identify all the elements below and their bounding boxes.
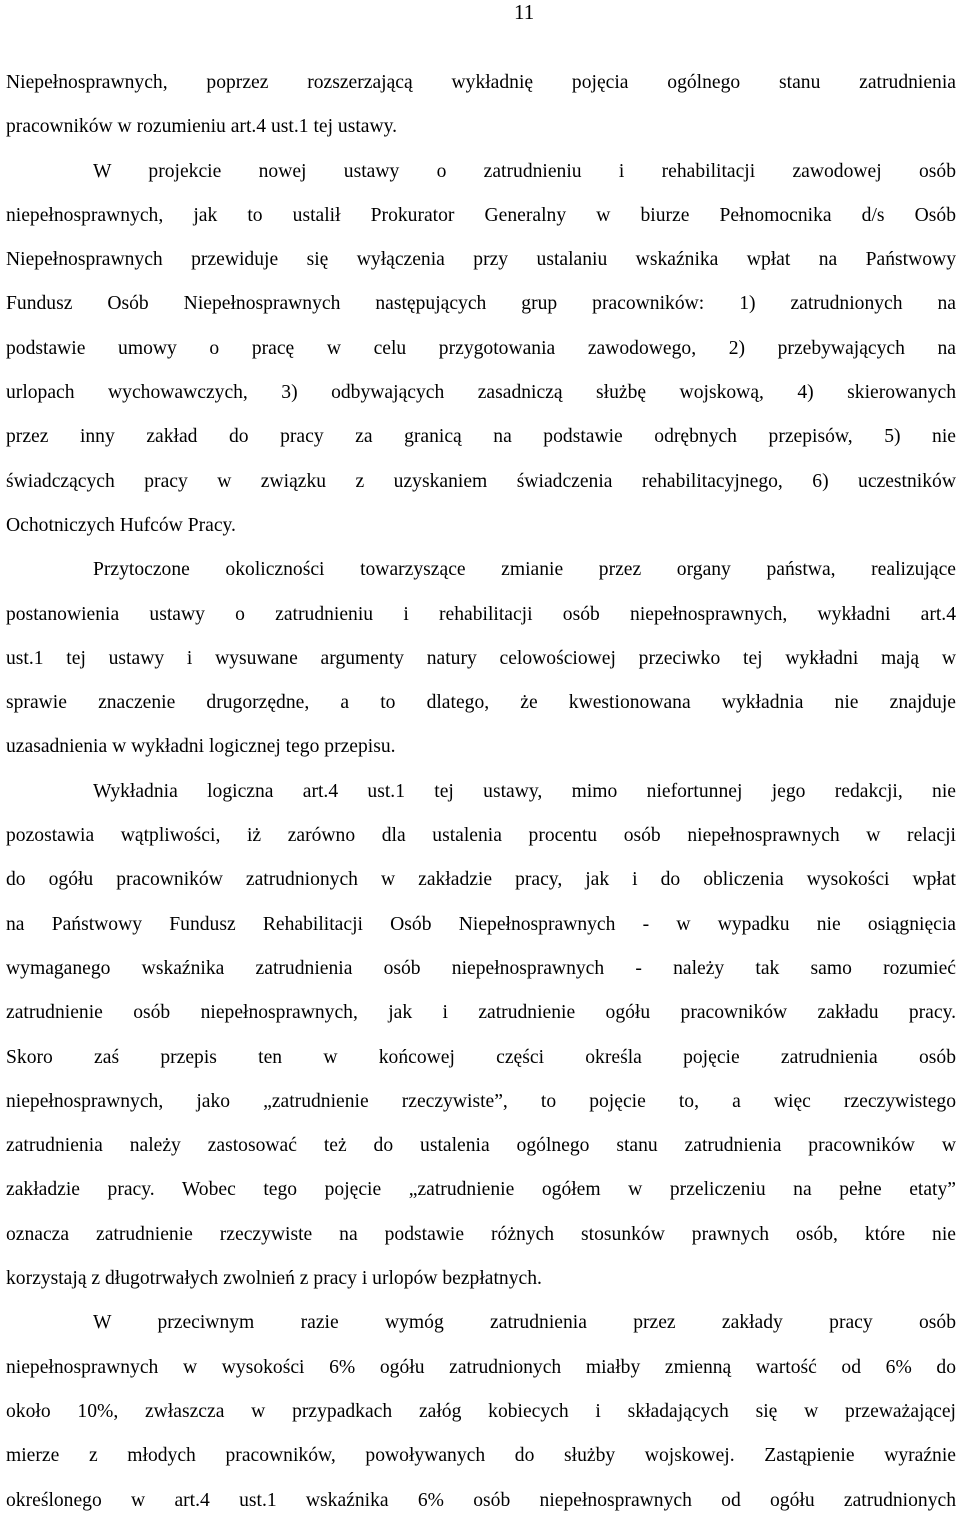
text-line: W projekcie nowej ustawy o zatrudnieniu i rehabilitacji zawodowej osób — [93, 160, 956, 182]
text-line: Niepełnosprawnych przewiduje się wyłączenia przy ustalaniu wskaźnika wpłat na Państwowy — [6, 249, 956, 271]
text-line: Skoro zaś przepis ten w końcowej części określa pojęcie zatrudnienia osób — [6, 1046, 956, 1068]
text-line: zatrudnienia należy zastosować też do ustalenia ogólnego stanu zatrudnienia pracowników w — [6, 1135, 956, 1157]
text-line: niepełnosprawnych w wysokości 6% ogółu zatrudnionych miałby zmienną wartość od 6% do — [6, 1356, 956, 1378]
text-line: korzystają z długotrwałych zwolnień z pracy i urlopów bezpłatnych. — [6, 1268, 542, 1290]
text-line: Przytoczone okoliczności towarzyszące zmianie przez organy państwa, realizujące — [93, 559, 956, 581]
text-line: około 10%, zwłaszcza w przypadkach załóg kobiecych i składających się w przeważającej — [6, 1400, 956, 1422]
text-line: na Państwowy Fundusz Rehabilitacji Osób Niepełnosprawnych - w wypadku nie osiągnięcia — [6, 913, 956, 935]
text-line: wymaganego wskaźnika zatrudnienia osób niepełnosprawnych - należy tak samo rozumieć — [6, 957, 956, 979]
text-line: Wykładnia logiczna art.4 ust.1 tej ustawy, mimo niefortunnej jego redakcji, nie — [93, 780, 956, 802]
text-line: pracowników w rozumieniu art.4 ust.1 tej ustawy. — [6, 116, 398, 138]
text-line: do ogółu pracowników zatrudnionych w zakładzie pracy, jak i do obliczenia wysokości wpłat — [6, 869, 956, 891]
text-line: uzasadnienia w wykładni logicznej tego przepisu. — [6, 736, 396, 758]
text-line: niepełnosprawnych, jak to ustalił Prokurator Generalny w biurze Pełnomocnika d/s Osób — [6, 204, 956, 226]
text-line: niepełnosprawnych, jako „zatrudnienie rzeczywiste”, to pojęcie to, a więc rzeczywistego — [6, 1090, 956, 1112]
text-line: Fundusz Osób Niepełnosprawnych następujących grup pracowników: 1) zatrudnionych na — [6, 293, 956, 315]
text-line: podstawie umowy o pracę w celu przygotowania zawodowego, 2) przebywających na — [6, 337, 956, 359]
text-line: W przeciwnym razie wymóg zatrudnienia przez zakłady pracy osób — [93, 1312, 956, 1334]
document-body — [6, 61, 956, 1523]
text-line: Ochotniczych Hufców Pracy. — [6, 514, 236, 536]
text-line: zakładzie pracy. Wobec tego pojęcie „zatrudnienie ogółem w przeliczeniu na pełne etaty” — [6, 1179, 956, 1201]
text-line: określonego w art.4 ust.1 wskaźnika 6% osób niepełnosprawnych od ogółu zatrudnionych — [6, 1489, 956, 1511]
text-line: sprawie znaczenie drugorzędne, a to dlatego, że kwestionowana wykładnia nie znajduje — [6, 692, 956, 714]
text-line: przez inny zakład do pracy za granicą na podstawie odrębnych przepisów, 5) nie — [6, 426, 956, 448]
text-line: zatrudnienie osób niepełnosprawnych, jak i zatrudnienie ogółu pracowników zakładu pracy. — [6, 1002, 956, 1024]
text-line: postanowienia ustawy o zatrudnieniu i rehabilitacji osób niepełnosprawnych, wykładni art.4 — [6, 603, 956, 625]
text-line: świadczących pracy w związku z uzyskaniem świadczenia rehabilitacyjnego, 6) uczestników — [6, 470, 956, 492]
page-number: 11 — [514, 0, 535, 24]
text-line: ust.1 tej ustawy i wysuwane argumenty natury celowościowej przeciwko tej wykładni mają w — [6, 647, 956, 669]
text-line: mierze z młodych pracowników, powoływanych do służby wojskowej. Zastąpienie wyraźnie — [6, 1445, 956, 1467]
text-line: pozostawia wątpliwości, iż zarówno dla ustalenia procentu osób niepełnosprawnych w relacji — [6, 825, 956, 847]
text-line: Niepełnosprawnych, poprzez rozszerzającą wykładnię pojęcia ogólnego stanu zatrudnienia — [6, 72, 956, 93]
text-line: urlopach wychowawczych, 3) odbywających zasadniczą służbę wojskową, 4) skierowanych — [6, 382, 956, 404]
text-line: oznacza zatrudnienie rzeczywiste na podstawie różnych stosunków prawnych osób, które nie — [6, 1223, 956, 1245]
